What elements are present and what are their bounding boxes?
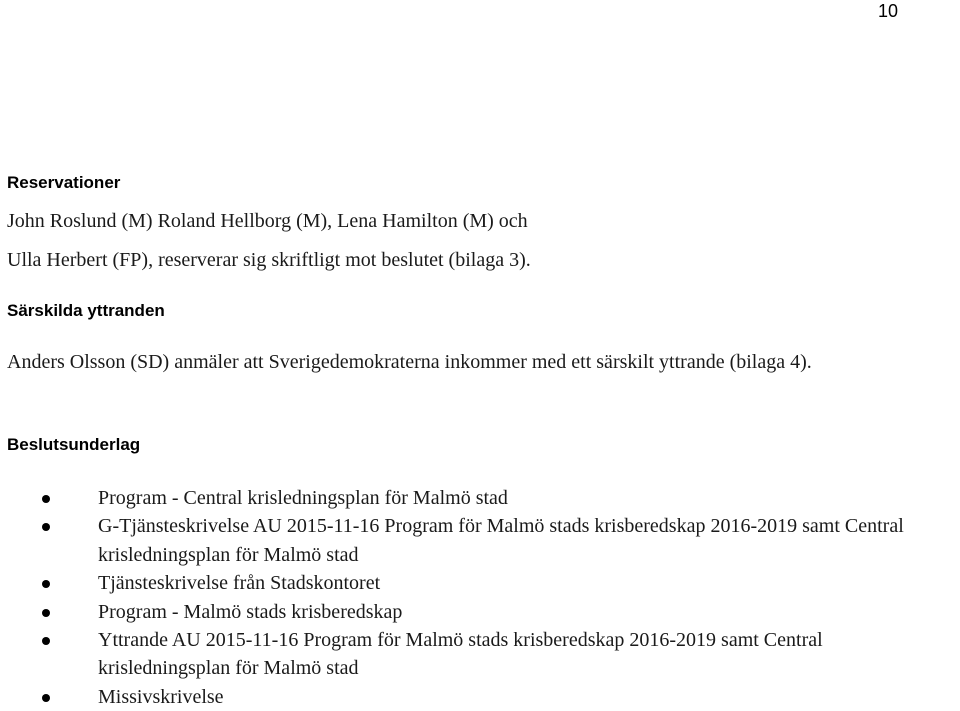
list-item-text: Tjänsteskrivelse från Stadskontoret [98, 572, 381, 595]
bullet-icon [42, 609, 50, 617]
sarskilda-yttranden-heading: Särskilda yttranden [7, 301, 165, 320]
list-item [0, 484, 960, 512]
reservationer-heading: Reservationer [7, 173, 121, 192]
bullet-icon [42, 694, 50, 702]
bullet-icon [42, 637, 50, 645]
list-item [0, 626, 960, 683]
list-item-text: Program - Malmö stads krisberedskap [98, 600, 403, 623]
beslutsunderlag-list [0, 484, 960, 711]
list-item [0, 569, 960, 597]
bullet-icon [42, 523, 50, 531]
list-item-text: Yttrande AU 2015-11-16 Program för Malmö stads krisberedskap 2016-2019 samt Central krisledningsplan för Malmö stad [98, 629, 823, 680]
reservationer-line-1: John Roslund (M) Roland Hellborg (M), Lena Hamilton (M) och [7, 210, 528, 232]
reservationer-line-2: Ulla Herbert (FP), reserverar sig skriftligt mot beslutet (bilaga 3). [7, 249, 531, 271]
list-item-text: G-Tjänsteskrivelse AU 2015-11-16 Program för Malmö stads krisberedskap 2016-2019 samt Central krisledningsplan för Malmö stad [98, 515, 904, 566]
list-item-text: Missivskrivelse [98, 685, 224, 708]
list-item [0, 683, 960, 711]
list-item [0, 512, 960, 569]
list-item [0, 598, 960, 626]
sarskilda-yttranden-text: Anders Olsson (SD) anmäler att Sverigedemokraterna inkommer med ett särskilt yttrande (bilaga 4). [7, 351, 812, 373]
bullet-icon [42, 580, 50, 588]
beslutsunderlag-heading: Beslutsunderlag [7, 435, 141, 454]
list-item-text: Program - Central krisledningsplan för Malmö stad [98, 487, 508, 509]
bullet-icon [42, 495, 50, 503]
page-number: 10 [878, 1, 899, 21]
